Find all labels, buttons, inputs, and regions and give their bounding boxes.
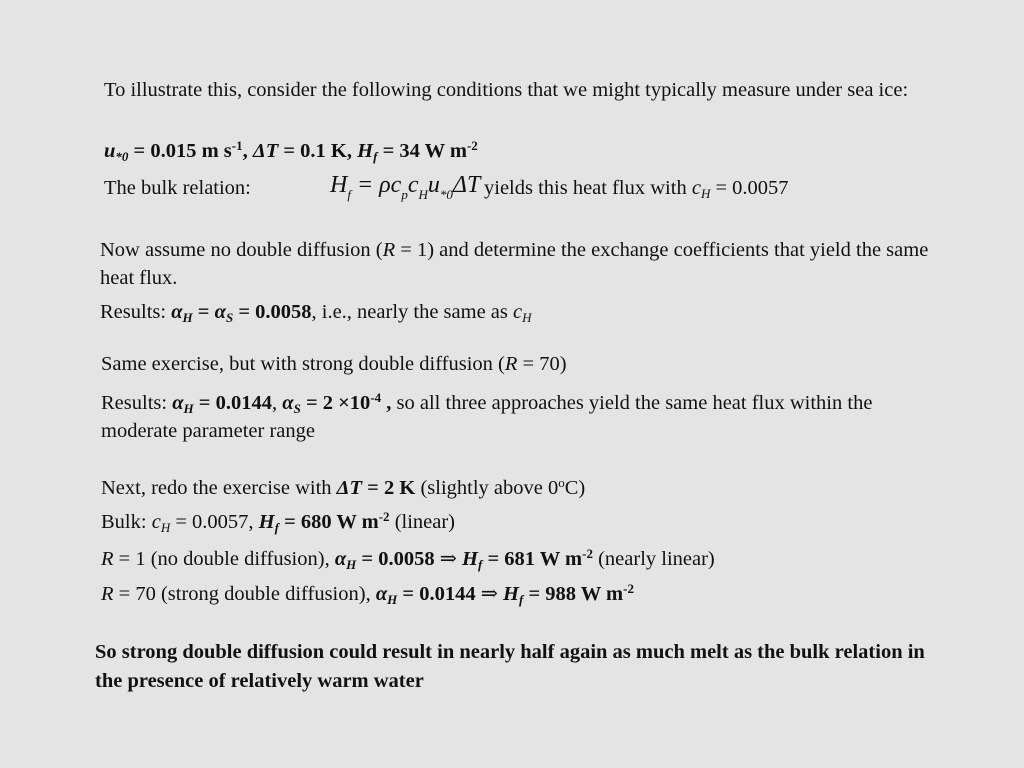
bulk-relation-label: The bulk relation: — [104, 177, 251, 199]
alpha-H-value: = 0.0144 — [193, 392, 272, 414]
intro-text — [104, 76, 924, 104]
r1-text: = 1 (no double diffusion), — [113, 548, 335, 570]
bulk-line — [101, 511, 455, 534]
alpha-H-value: = 0.0144 — [397, 583, 476, 605]
H-symbol: H — [258, 511, 275, 533]
alpha-symbol: α — [171, 301, 183, 323]
dT-symbol: ΔT — [336, 477, 363, 499]
cH-value: = 0.0057, — [170, 511, 259, 533]
H-symbol: H — [462, 548, 478, 570]
H-value: = 988 W m — [523, 583, 624, 605]
sep: , — [242, 140, 253, 162]
p2-text-a: Now assume no double diffusion ( — [100, 239, 383, 261]
p2-R: R — [382, 239, 396, 261]
redo-text: Next, redo the exercise with — [101, 477, 337, 499]
H-subscript: f — [373, 149, 378, 164]
results-value: = 0.0058 — [233, 301, 312, 323]
r70-text: = 70 (strong double diffusion), — [113, 583, 376, 605]
cH-subscript: H — [700, 186, 711, 201]
u-value: = 0.015 m s — [128, 140, 232, 162]
p3-R: R — [504, 353, 518, 375]
conditions-line — [104, 140, 478, 163]
p2-text-b: = 1) and determine the exchange coefficients that yield the same heat flux. — [100, 239, 929, 289]
alpha-symbol: α — [214, 301, 226, 323]
H-symbol: H — [357, 140, 374, 162]
eq-dT: ΔT — [452, 172, 481, 198]
results-label: Results: — [101, 392, 173, 414]
alpha-symbol: α — [334, 548, 347, 570]
no-double-diffusion-text — [100, 236, 940, 292]
degree-o: o — [558, 475, 565, 490]
alpha-S-value: = 2 ×10 — [300, 392, 371, 414]
cH-subscript: H — [160, 520, 171, 535]
r70-line — [101, 581, 634, 606]
intro-sentence: To illustrate this, consider the following conditions that we might typically measure under sea ice: — [104, 79, 909, 101]
cH-subscript: H — [522, 310, 532, 325]
bulk-label: Bulk: — [101, 511, 152, 533]
H-exponent: -2 — [582, 546, 593, 561]
nearly-linear-label: (nearly linear) — [592, 548, 715, 570]
alpha-H-sub: H — [183, 401, 194, 416]
dT-symbol: ΔT — [252, 140, 279, 162]
eq-H-sub: f — [347, 187, 351, 202]
H-exponent: -2 — [623, 581, 634, 596]
comma: , — [271, 392, 283, 414]
alpha-symbol: α — [282, 392, 294, 414]
alpha-S-sub: S — [293, 401, 301, 416]
alpha-S-exponent: -4 — [370, 390, 382, 405]
u-exponent: -1 — [231, 138, 243, 153]
alpha-H-value: = 0.0058 — [356, 548, 435, 570]
alpha-H-sub: H — [346, 557, 357, 572]
linear-label: (linear) — [389, 511, 456, 533]
alpha-S-sub: S — [225, 310, 234, 325]
H-subscript: f — [478, 557, 483, 572]
R-symbol: R — [101, 548, 114, 570]
cH-symbol: c — [151, 511, 161, 533]
alpha-H-sub: H — [182, 310, 193, 325]
r1-line — [101, 546, 715, 571]
cH-symbol: c — [691, 177, 701, 199]
eq-u: u — [427, 172, 440, 198]
results-strong-dd — [101, 389, 921, 445]
eq-p-sub: p — [401, 187, 408, 202]
H-exponent: -2 — [378, 509, 390, 524]
H-exponent: -2 — [466, 138, 478, 153]
bold-comma: , — [381, 392, 392, 414]
alpha-symbol: α — [172, 392, 184, 414]
u-symbol: u — [104, 140, 116, 162]
implies-icon: ⇒ — [475, 583, 504, 605]
H-value: = 680 W m — [278, 511, 379, 533]
degree-C: C) — [564, 477, 586, 499]
results-tail: , i.e., nearly the same as — [311, 301, 514, 323]
eq-H: H — [330, 172, 348, 198]
strong-dd-text — [101, 353, 567, 376]
results-no-dd — [100, 301, 532, 324]
alpha-H-sub: H — [387, 592, 398, 607]
results-tail: so all three approaches yield the same heat flux within the moderate parameter range — [101, 392, 873, 442]
redo-paren: (slightly above 0 — [415, 477, 559, 499]
eq-c-sub: H — [418, 187, 428, 202]
eq-u-sub: *0 — [439, 187, 453, 202]
H-subscript: f — [274, 520, 279, 535]
eq-rho-c: = ρc — [350, 172, 402, 198]
H-subscript: f — [519, 592, 524, 607]
conclusion-text: So strong double diffusion could result in nearly half again as much melt as the bulk relation in the presence of relatively warm water — [95, 641, 925, 692]
alpha-symbol: α — [375, 583, 388, 605]
results-label: Results: — [100, 301, 172, 323]
eq-c: c — [407, 172, 419, 198]
dT-value: = 0.1 K, — [278, 140, 358, 162]
p3-text-b: = 70) — [517, 353, 567, 375]
R-symbol: R — [101, 583, 114, 605]
dT-value: = 2 K — [362, 477, 416, 499]
H-value: = 681 W m — [482, 548, 583, 570]
bulk-after-text: yields this heat flux with — [484, 177, 692, 199]
H-value: = 34 W m — [377, 140, 467, 162]
bulk-equation — [330, 172, 481, 202]
cH-symbol: c — [513, 301, 523, 323]
H-symbol: H — [503, 583, 519, 605]
p3-text-a: Same exercise, but with strong double diffusion ( — [101, 353, 505, 375]
bulk-result — [484, 177, 789, 200]
implies-icon: ⇒ — [434, 548, 463, 570]
cH-value: = 0.0057 — [710, 177, 789, 199]
redo-line — [101, 477, 585, 500]
u-subscript: *0 — [115, 149, 129, 164]
eq-mid: = — [192, 301, 215, 323]
